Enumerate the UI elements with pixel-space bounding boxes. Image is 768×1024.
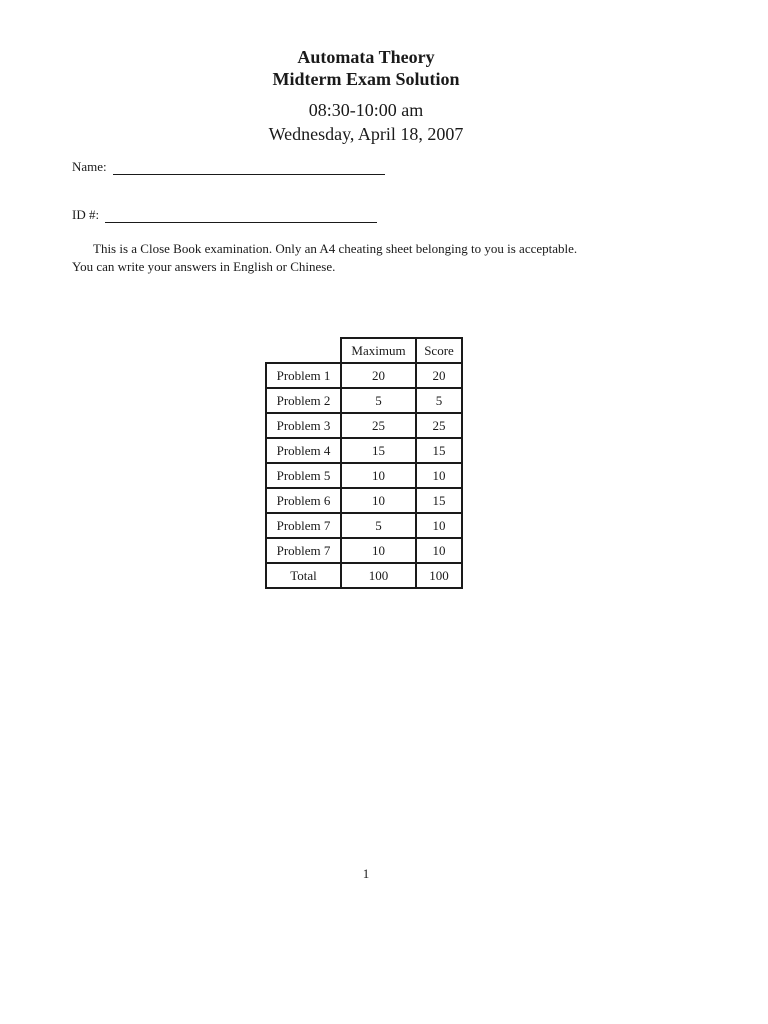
total-label: Total [266, 563, 341, 588]
exam-date: Wednesday, April 18, 2007 [268, 124, 464, 144]
name-label: Name: [72, 159, 107, 174]
score-table [265, 337, 463, 589]
document-title: Automata Theory [297, 47, 435, 67]
total-score-value: 100 [416, 563, 462, 588]
document-subtitle: Midterm Exam Solution [272, 69, 460, 89]
maximum-header: Maximum [341, 338, 416, 363]
maximum-value: 10 [341, 463, 416, 488]
exam-instructions [72, 240, 672, 276]
score-value: 20 [416, 363, 462, 388]
maximum-value: 15 [341, 438, 416, 463]
table-row [266, 438, 462, 463]
score-header: Score [416, 338, 462, 363]
score-table-header-row [266, 338, 462, 363]
table-row [266, 513, 462, 538]
score-value: 10 [416, 538, 462, 563]
instructions-line-1: This is a Close Book examination. Only an A4 cheating sheet belonging to you is acceptable. [93, 241, 578, 256]
score-value: 25 [416, 413, 462, 438]
table-row [266, 363, 462, 388]
table-row [266, 388, 462, 413]
maximum-value: 10 [341, 538, 416, 563]
problem-label: Problem 7 [266, 538, 341, 563]
maximum-value: 5 [341, 388, 416, 413]
problem-label: Problem 2 [266, 388, 341, 413]
score-value: 10 [416, 463, 462, 488]
name-blank-line [113, 161, 385, 175]
problem-label: Problem 4 [266, 438, 341, 463]
table-row [266, 538, 462, 563]
problem-label: Problem 1 [266, 363, 341, 388]
maximum-value: 25 [341, 413, 416, 438]
problem-label: Problem 5 [266, 463, 341, 488]
score-value: 5 [416, 388, 462, 413]
score-value: 15 [416, 488, 462, 513]
table-row [266, 463, 462, 488]
score-value: 15 [416, 438, 462, 463]
problem-label: Problem 6 [266, 488, 341, 513]
maximum-value: 20 [341, 363, 416, 388]
id-field [72, 207, 377, 223]
score-value: 10 [416, 513, 462, 538]
instructions-line-2: You can write your answers in English or Chinese. [72, 259, 336, 274]
maximum-value: 10 [341, 488, 416, 513]
id-label: ID #: [72, 207, 100, 222]
maximum-value: 5 [341, 513, 416, 538]
problem-label: Problem 3 [266, 413, 341, 438]
table-row [266, 488, 462, 513]
table-row [266, 413, 462, 438]
name-field [72, 159, 385, 175]
id-blank-line [105, 209, 377, 223]
table-corner-cell [266, 338, 341, 363]
total-row [266, 563, 462, 588]
exam-time: 08:30-10:00 am [308, 100, 424, 120]
page-number: 1 [362, 866, 370, 881]
problem-label: Problem 7 [266, 513, 341, 538]
total-maximum-value: 100 [341, 563, 416, 588]
